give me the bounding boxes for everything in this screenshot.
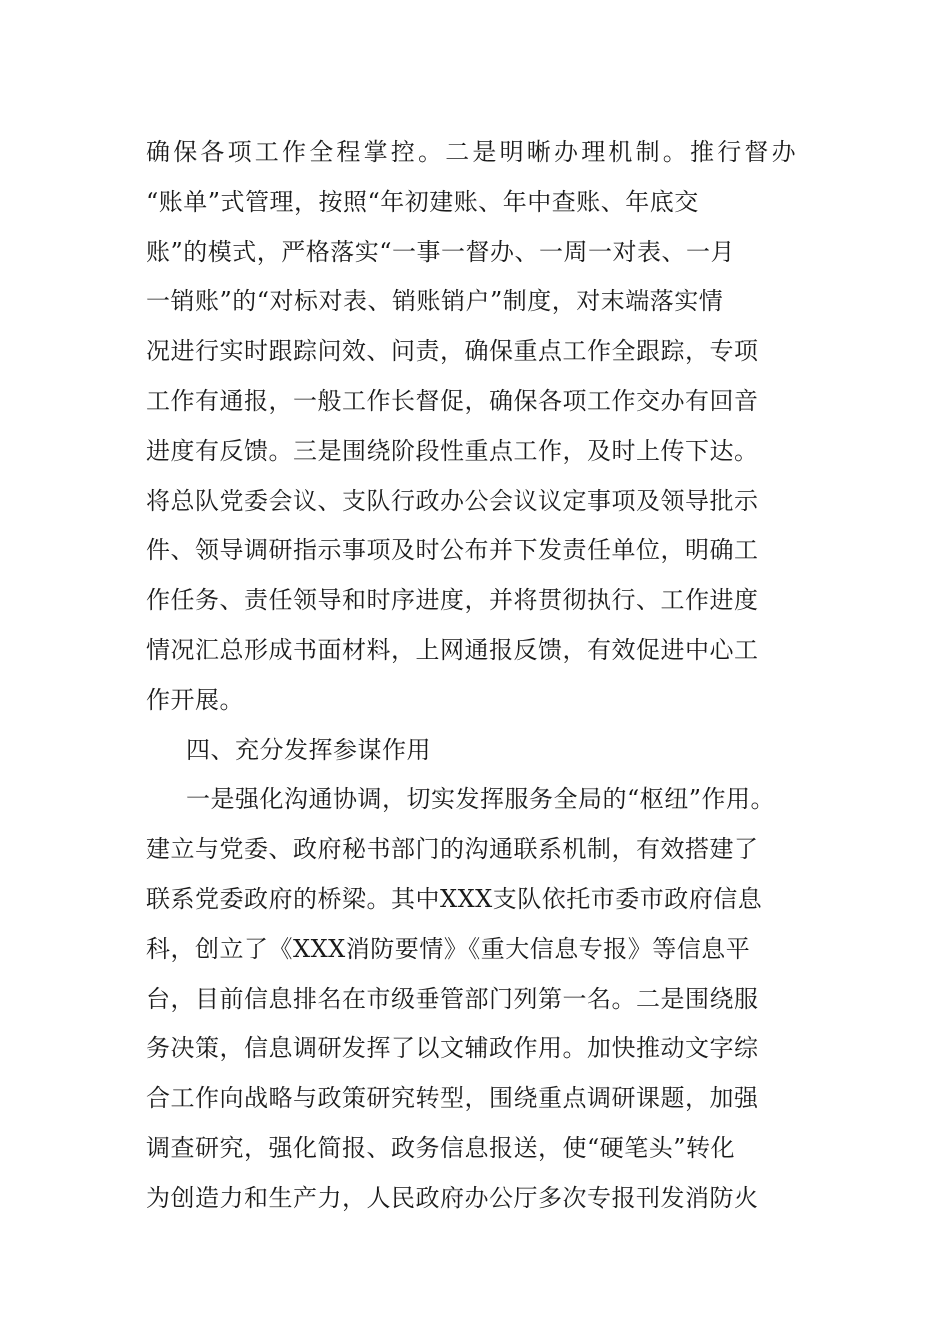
text-line: 台，目前信息排名在市级垂管部门列第一名。二是围绕服 (146, 984, 759, 1013)
text-line: 作开展。 (146, 685, 244, 714)
text-line: 进度有反馈。三是围绕阶段性重点工作，及时上传下达。 (146, 436, 759, 465)
body-text (146, 128, 846, 1224)
text-line: “账单”式管理，按照“年初建账、年中查账、年底交 (146, 187, 699, 216)
text-line: 将总队党委会议、支队行政办公会议议定事项及领导批示 (146, 486, 759, 515)
text-line: 联系党委政府的桥梁。其中XXX支队依托市委市政府信息 (146, 884, 763, 913)
text-line: 账”的模式，严格落实“一事一督办、一周一对表、一月 (146, 237, 736, 266)
text-line: 调查研究，强化简报、政务信息报送，使“硬笔头”转化 (146, 1133, 736, 1162)
text-line: 确保各项工作全程掌控。二是明晰办理机制。推行督办 (146, 138, 799, 166)
text-line: 一销账”的“对标对表、销账销户”制度，对末端落实情 (146, 287, 724, 316)
text-line: 务决策，信息调研发挥了以文辅政作用。加快推动文字综 (146, 1034, 759, 1063)
text-line: 件、领导调研指示事项及时公布并下发责任单位，明确工 (146, 536, 759, 565)
text-line: 况进行实时跟踪问效、问责，确保重点工作全跟踪，专项 (146, 337, 759, 366)
text-line: 合工作向战略与政策研究转型，围绕重点调研课题，加强 (146, 1084, 759, 1113)
text-line: 为创造力和生产力，人民政府办公厅多次专报刊发消防火 (146, 1183, 759, 1212)
paragraph-first-line: 一是强化沟通协调，切实发挥服务全局的“枢纽”作用。 (186, 785, 776, 814)
section-heading: 四、充分发挥参谋作用 (186, 735, 431, 764)
text-line: 建立与党委、政府秘书部门的沟通联系机制，有效搭建了 (146, 835, 759, 864)
text-line: 情况汇总形成书面材料，上网通报反馈，有效促进中心工 (146, 635, 759, 664)
text-line: 工作有通报，一般工作长督促，确保各项工作交办有回音 (146, 386, 759, 415)
text-line: 作任务、责任领导和时序进度，并将贯彻执行、工作进度 (146, 586, 759, 615)
text-line: 科，创立了《XXX消防要情》《重大信息专报》等信息平 (146, 934, 751, 963)
